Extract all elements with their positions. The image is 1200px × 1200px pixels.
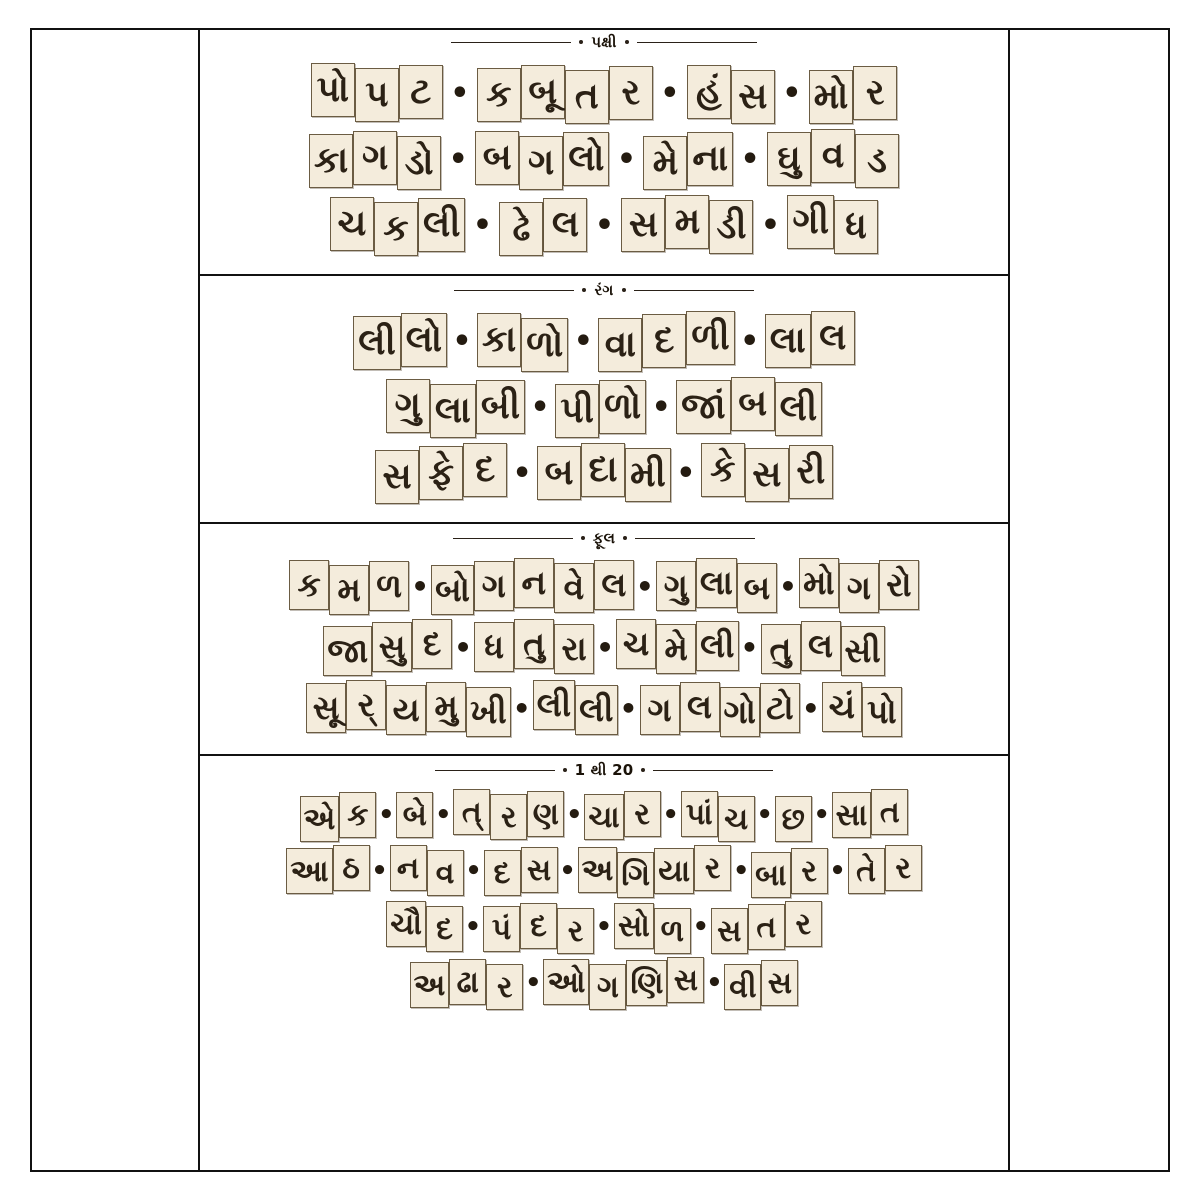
- letter-tile[interactable]: ગી: [787, 195, 834, 249]
- letter-tile[interactable]: ણિ: [626, 960, 667, 1006]
- letter-tile[interactable]: ત્: [453, 789, 490, 835]
- word-tiles[interactable]: [765, 314, 855, 368]
- word-separator-dot: •: [740, 141, 760, 177]
- letter-tile[interactable]: લા: [696, 558, 737, 608]
- heading-rule-left: [451, 42, 571, 43]
- letter-tile[interactable]: રો: [879, 560, 919, 610]
- word-tiles[interactable]: [396, 792, 433, 838]
- word-tiles[interactable]: [311, 66, 443, 120]
- rows-flowers: [204, 561, 1004, 733]
- letter-tile[interactable]: ચ: [330, 197, 374, 251]
- word-separator-dot: •: [662, 800, 679, 830]
- letter-tile[interactable]: દ: [463, 443, 507, 497]
- section-heading-colors: [204, 276, 1004, 304]
- letter-tile[interactable]: બ: [731, 377, 775, 431]
- word-separator-dot: •: [595, 912, 613, 942]
- heading-rule-right: [635, 538, 755, 539]
- heading-rule-right: [637, 42, 757, 43]
- letter-tile[interactable]: ળી: [686, 311, 734, 365]
- letter-tile[interactable]: પી: [555, 384, 599, 438]
- word-separator-dot: •: [596, 630, 615, 664]
- word-separator-dot: •: [454, 630, 473, 664]
- heading-rule-right: [653, 770, 773, 771]
- letter-tile[interactable]: મી: [625, 448, 671, 502]
- word-row: [204, 132, 1004, 186]
- word-tiles[interactable]: [775, 792, 812, 838]
- letter-tile[interactable]: ળો: [521, 318, 568, 372]
- letter-tile[interactable]: બૂ: [521, 65, 565, 119]
- word-tiles[interactable]: [453, 792, 564, 838]
- letter-tile[interactable]: લો: [401, 313, 447, 367]
- letter-tile[interactable]: ર: [785, 901, 822, 947]
- rows-numbers: [204, 792, 1004, 1006]
- word-separator-dot: •: [616, 141, 636, 177]
- letter-tile[interactable]: લી: [575, 685, 617, 735]
- letter-tile[interactable]: બ: [737, 563, 777, 613]
- word-separator-dot: •: [660, 75, 680, 111]
- word-tiles[interactable]: [474, 622, 594, 672]
- section-numbers: [198, 756, 1010, 1026]
- word-tiles[interactable]: [687, 66, 775, 120]
- word-tiles[interactable]: [475, 132, 609, 186]
- word-tiles[interactable]: [621, 198, 753, 252]
- worksheet-content: [198, 28, 1010, 1172]
- letter-tile[interactable]: ત: [748, 904, 785, 950]
- letter-tile[interactable]: ડ: [855, 134, 899, 188]
- word-tiles[interactable]: [386, 380, 525, 434]
- word-separator-dot: •: [782, 75, 802, 111]
- letter-tile[interactable]: જાં: [676, 380, 731, 434]
- letter-tile[interactable]: ઘુ: [767, 132, 811, 186]
- letter-tile[interactable]: ર: [624, 791, 661, 837]
- word-row: [204, 380, 1004, 434]
- word-tiles[interactable]: [643, 132, 733, 186]
- letter-tile[interactable]: મો: [799, 558, 839, 608]
- letter-tile[interactable]: ધ: [474, 622, 514, 672]
- letter-tile[interactable]: રા: [554, 624, 594, 674]
- letter-tile[interactable]: દા: [581, 443, 625, 497]
- word-separator-dot: •: [573, 323, 593, 359]
- letter-tile[interactable]: મે: [656, 624, 696, 674]
- word-tiles[interactable]: [431, 561, 634, 611]
- word-tiles[interactable]: [537, 446, 671, 500]
- word-tiles[interactable]: [386, 904, 463, 950]
- word-tiles[interactable]: [533, 683, 618, 733]
- word-tiles[interactable]: [761, 622, 885, 672]
- letter-tile[interactable]: ર: [853, 66, 897, 120]
- word-separator-dot: •: [801, 691, 820, 725]
- word-separator-dot: •: [452, 323, 472, 359]
- letter-tile[interactable]: સ: [667, 957, 704, 1003]
- letter-tile[interactable]: ક: [477, 68, 521, 122]
- word-separator-dot: •: [706, 968, 723, 998]
- section-title-flowers: ફૂલ: [592, 529, 616, 547]
- word-tiles[interactable]: [701, 446, 833, 500]
- letter-tile[interactable]: ગ: [474, 561, 514, 611]
- letter-tile[interactable]: સા: [832, 792, 872, 838]
- letter-tile[interactable]: તે: [848, 848, 885, 894]
- letter-tile[interactable]: કા: [477, 313, 521, 367]
- word-tiles[interactable]: [584, 792, 660, 838]
- letter-tile[interactable]: લ: [801, 621, 841, 671]
- word-separator-dot: •: [435, 800, 452, 830]
- word-tiles[interactable]: [484, 848, 558, 894]
- letter-tile[interactable]: વ: [427, 850, 464, 896]
- word-separator-dot: •: [813, 800, 830, 830]
- letter-tile[interactable]: દ: [484, 850, 521, 896]
- letter-tile[interactable]: જા: [323, 626, 372, 676]
- letter-tile[interactable]: વે: [554, 563, 594, 613]
- letter-tile[interactable]: ખી: [466, 687, 511, 737]
- letter-tile[interactable]: ઢા: [449, 959, 486, 1005]
- word-tiles[interactable]: [848, 848, 922, 894]
- letter-tile[interactable]: લા: [430, 384, 476, 438]
- letter-tile[interactable]: તુ: [761, 624, 801, 674]
- letter-tile[interactable]: લ: [680, 682, 720, 732]
- letter-tile[interactable]: પો: [862, 687, 902, 737]
- letter-tile[interactable]: ગો: [720, 687, 760, 737]
- letter-tile[interactable]: લ: [543, 198, 587, 252]
- letter-tile[interactable]: ફે: [419, 446, 463, 500]
- letter-tile[interactable]: મે: [643, 136, 687, 190]
- letter-tile[interactable]: ચ: [616, 619, 656, 669]
- letter-tile[interactable]: લો: [563, 132, 609, 186]
- letter-tile[interactable]: ચા: [584, 794, 623, 840]
- letter-tile[interactable]: લા: [765, 314, 811, 368]
- heading-dot-left: [563, 768, 567, 772]
- word-tiles[interactable]: [477, 66, 653, 120]
- word-row: [204, 66, 1004, 120]
- letter-tile[interactable]: ચં: [822, 682, 862, 732]
- word-separator-dot: •: [448, 141, 468, 177]
- word-tiles[interactable]: [309, 132, 441, 186]
- letter-tile[interactable]: અ: [410, 962, 450, 1008]
- letter-tile[interactable]: લી: [533, 680, 575, 730]
- word-separator-dot: •: [635, 569, 654, 603]
- word-separator-dot: •: [651, 389, 671, 425]
- letter-tile[interactable]: સ: [731, 70, 775, 124]
- word-tiles[interactable]: [751, 848, 827, 894]
- letter-tile[interactable]: મ: [665, 195, 709, 249]
- letter-tile[interactable]: લી: [418, 198, 466, 252]
- letter-tile[interactable]: ક: [374, 202, 418, 256]
- word-separator-dot: •: [692, 912, 710, 942]
- heading-rule-left: [453, 538, 573, 539]
- letter-tile[interactable]: ન: [514, 558, 554, 608]
- word-tiles[interactable]: [616, 622, 738, 672]
- letter-tile[interactable]: છ: [775, 796, 812, 842]
- word-separator-dot: •: [740, 630, 759, 664]
- letter-tile[interactable]: ર: [486, 964, 523, 1010]
- word-tiles[interactable]: [410, 960, 524, 1006]
- letter-tile[interactable]: મ: [329, 565, 369, 615]
- section-heading-numbers: [204, 756, 1004, 784]
- word-separator-dot: •: [619, 691, 638, 725]
- letter-tile[interactable]: ઠ: [333, 845, 370, 891]
- letter-tile[interactable]: સ: [375, 450, 419, 504]
- letter-tile[interactable]: ણ: [527, 791, 564, 837]
- letter-tile[interactable]: લ: [811, 311, 855, 365]
- letter-tile[interactable]: ત: [871, 789, 908, 835]
- letter-tile[interactable]: પં: [483, 906, 520, 952]
- letter-tile[interactable]: દ: [642, 314, 686, 368]
- letter-tile[interactable]: ગ: [353, 131, 397, 185]
- word-separator-dot: •: [465, 856, 482, 886]
- heading-dot-right: [641, 768, 645, 772]
- letter-tile[interactable]: ળ: [654, 908, 691, 954]
- letter-tile[interactable]: ચ: [718, 796, 755, 842]
- heading-rule-right: [634, 290, 754, 291]
- section-birds: [198, 28, 1010, 276]
- letter-tile[interactable]: કે: [701, 443, 745, 497]
- letter-tile[interactable]: સ: [711, 908, 748, 954]
- letter-tile[interactable]: સ: [745, 448, 789, 502]
- letter-tile[interactable]: સી: [841, 626, 885, 676]
- word-row: [204, 904, 1004, 950]
- letter-tile[interactable]: સ: [761, 960, 798, 1006]
- letter-tile[interactable]: ગુ: [656, 561, 696, 611]
- heading-dot-right: [622, 288, 626, 292]
- letter-tile[interactable]: બી: [476, 380, 525, 434]
- letter-tile[interactable]: રી: [789, 445, 833, 499]
- rows-birds: [204, 66, 1004, 252]
- letter-tile[interactable]: ગ: [839, 563, 879, 613]
- word-tiles[interactable]: [598, 314, 734, 368]
- letter-tile[interactable]: ર: [885, 845, 922, 891]
- heading-dot-left: [581, 536, 585, 540]
- letter-tile[interactable]: સો: [614, 903, 654, 949]
- heading-dot-left: [579, 40, 583, 44]
- letter-tile[interactable]: પો: [311, 63, 355, 117]
- letter-tile[interactable]: સુ: [372, 622, 412, 672]
- word-tiles[interactable]: [676, 380, 822, 434]
- letter-tile[interactable]: ળ: [369, 561, 409, 611]
- letter-tile[interactable]: બો: [431, 565, 474, 615]
- letter-tile[interactable]: દ: [520, 903, 557, 949]
- section-flowers: [198, 524, 1010, 756]
- letter-tile[interactable]: હં: [687, 65, 731, 119]
- word-separator-dot: •: [378, 800, 395, 830]
- heading-rule-left: [454, 290, 574, 291]
- heading-dot-left: [582, 288, 586, 292]
- letter-tile[interactable]: ટ: [399, 65, 443, 119]
- word-tiles[interactable]: [375, 446, 507, 500]
- letter-tile[interactable]: લી: [696, 621, 738, 671]
- word-row: [204, 561, 1004, 611]
- word-row: [204, 848, 1004, 894]
- word-separator-dot: •: [512, 691, 531, 725]
- word-tiles[interactable]: [483, 904, 594, 950]
- letter-tile[interactable]: પ: [355, 68, 399, 122]
- word-separator-dot: •: [559, 856, 576, 886]
- letter-tile[interactable]: બ: [475, 131, 519, 185]
- word-separator-dot: •: [732, 856, 750, 886]
- letter-tile[interactable]: લ: [594, 560, 634, 610]
- letter-tile[interactable]: યા: [654, 848, 694, 894]
- word-tiles[interactable]: [681, 792, 755, 838]
- word-row: [204, 792, 1004, 838]
- letter-tile[interactable]: ગ: [640, 685, 680, 735]
- letter-tile[interactable]: ર: [694, 845, 731, 891]
- letter-tile[interactable]: વા: [598, 318, 642, 372]
- word-tiles[interactable]: [724, 960, 798, 1006]
- letter-tile[interactable]: સ: [621, 198, 665, 252]
- word-tiles[interactable]: [543, 960, 704, 1006]
- letter-tile[interactable]: બ: [537, 446, 581, 500]
- word-tiles[interactable]: [353, 314, 447, 368]
- letter-tile[interactable]: ઢે: [499, 202, 543, 256]
- word-tiles[interactable]: [555, 380, 646, 434]
- word-separator-dot: •: [524, 968, 542, 998]
- word-row: [204, 314, 1004, 368]
- letter-tile[interactable]: ગ: [589, 964, 626, 1010]
- word-separator-dot: •: [371, 856, 388, 886]
- word-row: [204, 198, 1004, 252]
- word-tiles[interactable]: [323, 622, 452, 672]
- letter-tile[interactable]: ર: [557, 908, 594, 954]
- section-title-birds: પક્ષી: [591, 33, 617, 51]
- word-tiles[interactable]: [306, 683, 511, 733]
- letter-tile[interactable]: ડી: [709, 200, 753, 254]
- word-tiles[interactable]: [640, 683, 800, 733]
- word-tiles[interactable]: [330, 198, 466, 252]
- word-separator-dot: •: [530, 389, 550, 425]
- rows-colors: [204, 314, 1004, 500]
- word-tiles[interactable]: [300, 792, 377, 838]
- letter-tile[interactable]: ટો: [760, 683, 800, 733]
- word-tiles[interactable]: [499, 198, 587, 252]
- word-separator-dot: •: [411, 569, 430, 603]
- letter-tile[interactable]: મો: [809, 70, 853, 124]
- letter-tile[interactable]: આ: [286, 848, 332, 894]
- letter-tile[interactable]: તુ: [514, 619, 554, 669]
- word-tiles[interactable]: [390, 848, 464, 894]
- section-colors: [198, 276, 1010, 524]
- word-tiles[interactable]: [809, 66, 897, 120]
- letter-tile[interactable]: ધ: [834, 200, 878, 254]
- word-tiles[interactable]: [767, 132, 899, 186]
- letter-tile[interactable]: દ: [412, 619, 452, 669]
- letter-tile[interactable]: ર્: [346, 680, 386, 730]
- word-tiles[interactable]: [289, 561, 409, 611]
- word-separator-dot: •: [566, 800, 583, 830]
- word-tiles[interactable]: [822, 683, 902, 733]
- word-tiles[interactable]: [477, 314, 568, 368]
- word-tiles[interactable]: [286, 848, 369, 894]
- heading-dot-right: [625, 40, 629, 44]
- section-title-colors: રંગ: [594, 281, 614, 299]
- letter-tile[interactable]: ર: [609, 66, 653, 120]
- word-separator-dot: •: [512, 455, 532, 491]
- letter-tile[interactable]: કા: [309, 134, 353, 188]
- letter-tile[interactable]: ગ: [519, 136, 563, 190]
- letter-tile[interactable]: સ: [521, 847, 558, 893]
- heading-rule-left: [435, 770, 555, 771]
- word-tiles[interactable]: [656, 561, 777, 611]
- letter-tile[interactable]: મુ: [426, 682, 466, 732]
- word-tiles[interactable]: [832, 792, 909, 838]
- word-separator-dot: •: [756, 800, 773, 830]
- section-heading-birds: [204, 28, 1004, 56]
- letter-tile[interactable]: લી: [775, 382, 823, 436]
- letter-tile[interactable]: ળો: [599, 380, 646, 434]
- letter-tile[interactable]: ચૌ: [386, 901, 426, 947]
- letter-tile[interactable]: બા: [751, 852, 790, 898]
- letter-tile[interactable]: ત: [565, 70, 609, 124]
- letter-tile[interactable]: ક: [289, 560, 329, 610]
- letter-tile[interactable]: ઓ: [543, 959, 589, 1005]
- word-row: [204, 622, 1004, 672]
- word-row: [204, 960, 1004, 1006]
- word-tiles[interactable]: [578, 848, 732, 894]
- letter-tile[interactable]: વ: [811, 129, 855, 183]
- word-tiles[interactable]: [614, 904, 691, 950]
- word-separator-dot: •: [778, 569, 797, 603]
- letter-tile[interactable]: ર: [490, 794, 527, 840]
- letter-tile[interactable]: લી: [353, 316, 401, 370]
- letter-tile[interactable]: ય: [386, 685, 426, 735]
- section-heading-flowers: [204, 524, 1004, 552]
- word-separator-dot: •: [740, 323, 760, 359]
- letter-tile[interactable]: ના: [687, 132, 733, 186]
- word-separator-dot: •: [594, 207, 615, 243]
- letter-tile[interactable]: દ: [426, 906, 463, 952]
- letter-tile[interactable]: સૂ: [306, 683, 346, 733]
- letter-tile[interactable]: ગિ: [617, 852, 654, 898]
- word-tiles[interactable]: [799, 561, 919, 611]
- letter-tile[interactable]: એ: [300, 796, 340, 842]
- letter-tile[interactable]: ગુ: [386, 379, 430, 433]
- word-separator-dot: •: [464, 912, 482, 942]
- letter-tile[interactable]: વી: [724, 964, 761, 1010]
- word-separator-dot: •: [760, 207, 781, 243]
- section-title-numbers: 1 થી 20: [574, 761, 634, 779]
- letter-tile[interactable]: અ: [578, 847, 618, 893]
- letter-tile[interactable]: ન: [390, 845, 427, 891]
- word-separator-dot: •: [829, 856, 846, 886]
- letter-tile[interactable]: બે: [396, 792, 433, 838]
- letter-tile[interactable]: ક: [339, 792, 376, 838]
- word-row: [204, 446, 1004, 500]
- word-separator-dot: •: [676, 455, 696, 491]
- word-row: [204, 683, 1004, 733]
- word-separator-dot: •: [472, 207, 493, 243]
- letter-tile[interactable]: ડો: [397, 136, 441, 190]
- word-tiles[interactable]: [711, 904, 822, 950]
- letter-tile[interactable]: પાં: [681, 791, 718, 837]
- word-separator-dot: •: [450, 75, 470, 111]
- heading-dot-right: [623, 536, 627, 540]
- letter-tile[interactable]: ર: [791, 848, 828, 894]
- word-tiles[interactable]: [787, 198, 878, 252]
